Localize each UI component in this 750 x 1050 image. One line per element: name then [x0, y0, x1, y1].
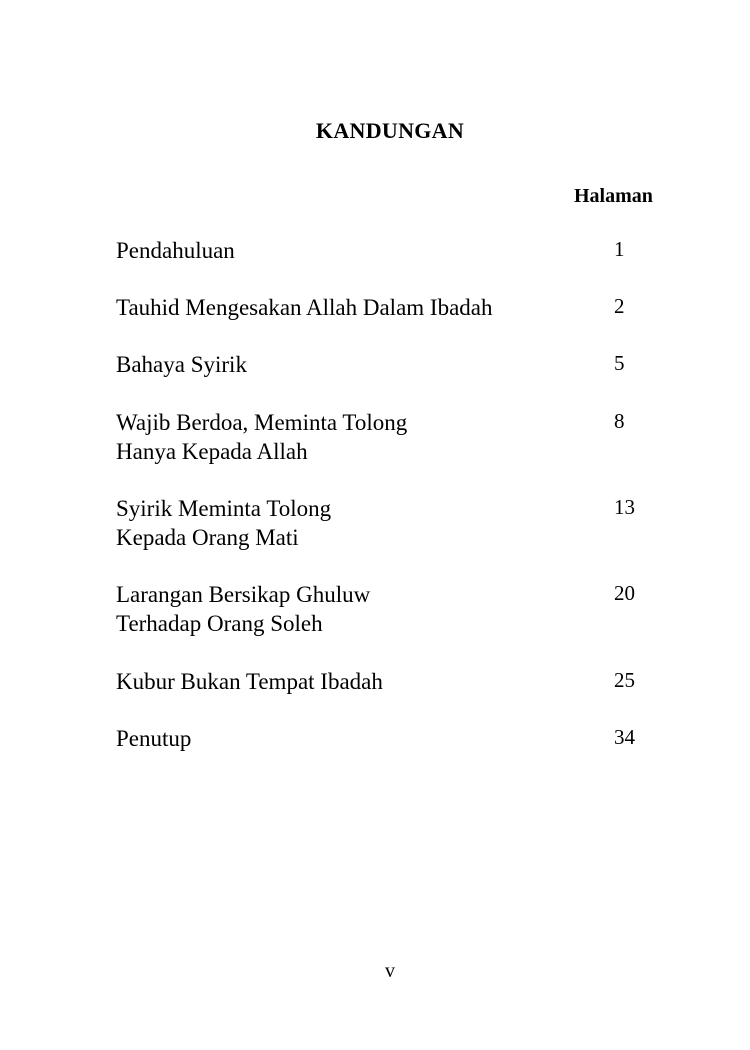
toc-entry-page: 2 — [614, 294, 625, 318]
toc-entry-page: 20 — [614, 581, 635, 605]
toc-entry-title-line: Terhadap Orang Soleh — [116, 611, 323, 636]
toc-entry-title — [116, 408, 596, 466]
toc-entry-title-line: Bahaya Syirik — [116, 352, 247, 377]
toc-entry-title-line: Wajib Berdoa, Meminta Tolong — [116, 410, 408, 435]
toc-entry-title — [116, 350, 596, 379]
page-title: KANDUNGAN — [315, 118, 465, 143]
toc-entry-title — [116, 724, 596, 753]
toc-entry-title — [116, 236, 596, 265]
toc-entry-title-line: Kubur Bukan Tempat Ibadah — [116, 669, 383, 694]
toc-entry-page: 1 — [614, 237, 625, 261]
toc-entry-page: 5 — [614, 351, 625, 375]
toc-entry-title-line: Penutup — [116, 726, 192, 751]
toc-entry-title-line: Pendahuluan — [116, 238, 235, 263]
page-column-header: Halaman — [574, 185, 653, 207]
toc-entry-title — [116, 293, 596, 322]
toc-entry-title — [116, 667, 596, 696]
toc-entry-title-line: Kepada Orang Mati — [116, 525, 299, 550]
toc-entry-page: 34 — [614, 725, 635, 749]
footer-page-number: v — [385, 960, 395, 982]
toc-entry-title — [116, 580, 596, 638]
toc-entry-title — [116, 494, 596, 552]
toc-entry-title-line: Syirik Meminta Tolong — [116, 496, 332, 521]
toc-entry-title-line: Hanya Kepada Allah — [116, 439, 308, 464]
toc-entry-title-line: Larangan Bersikap Ghuluw — [116, 582, 371, 607]
toc-entry-title-line: Tauhid Mengesakan Allah Dalam Ibadah — [116, 295, 493, 320]
toc-entry-page: 25 — [614, 668, 635, 692]
toc-entry-page: 8 — [614, 409, 625, 433]
toc-entry-page: 13 — [614, 495, 635, 519]
